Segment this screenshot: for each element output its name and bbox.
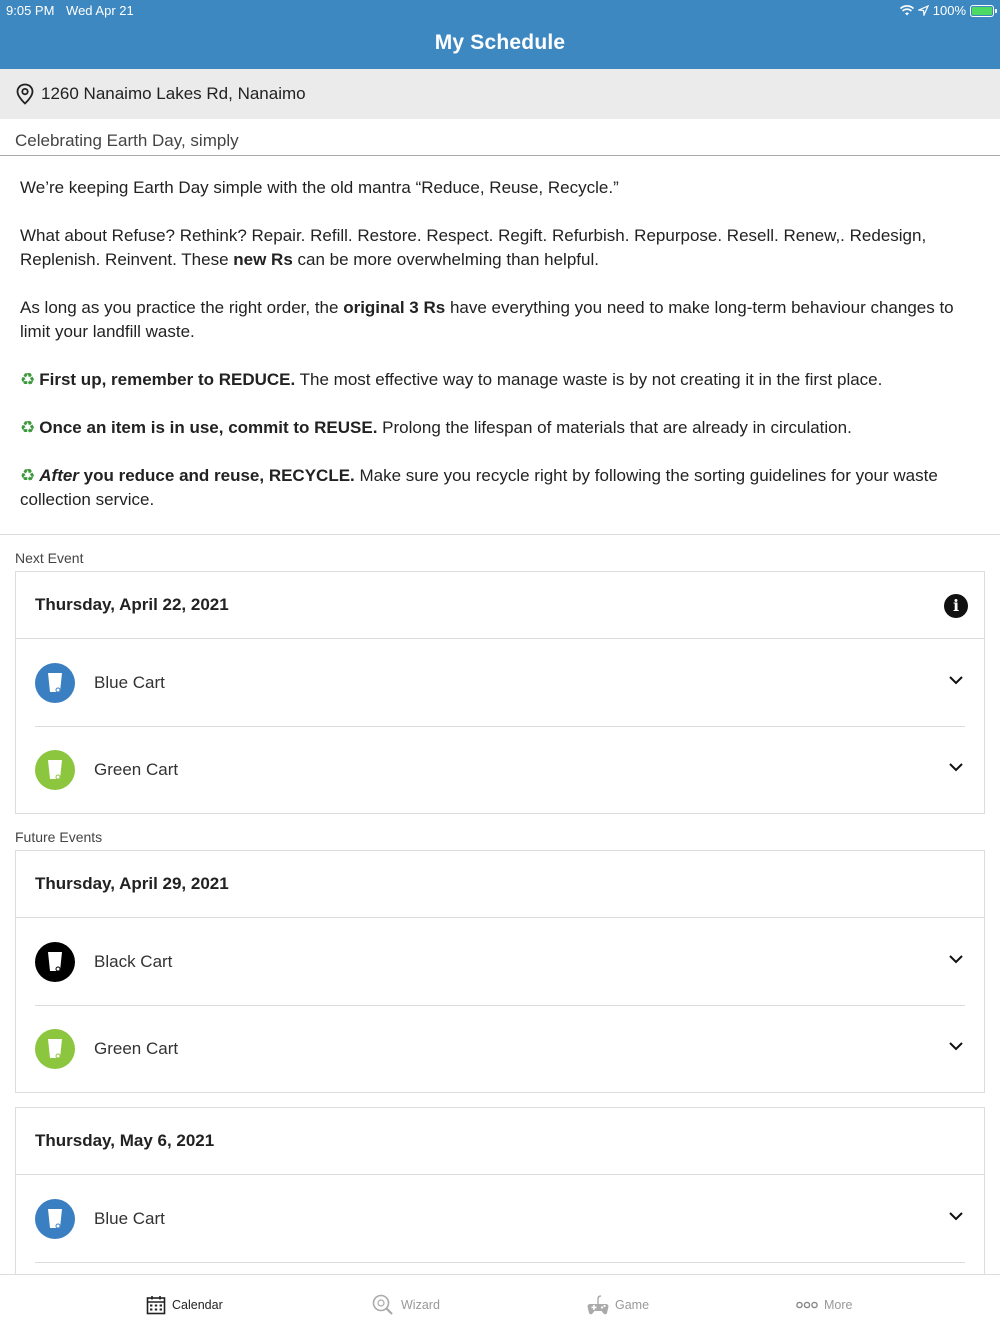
event-card [15, 850, 985, 1093]
battery-percent: 100% [932, 3, 966, 18]
wifi-icon [900, 5, 914, 16]
next-event-label: Next Event [15, 550, 84, 566]
cart-row-blue[interactable] [16, 1175, 984, 1262]
event-date: Thursday, April 29, 2021 [16, 851, 984, 918]
green-cart-icon [35, 1029, 75, 1069]
tab-label: Calendar [172, 1298, 223, 1312]
tab-label: Game [615, 1298, 650, 1312]
calendar-icon [146, 1295, 166, 1315]
chevron-down-icon[interactable] [948, 1211, 964, 1221]
future-events-label: Future Events [15, 829, 103, 845]
tab-wizard[interactable] [371, 1275, 440, 1334]
article-paragraph: We’re keeping Earth Day simple with the old mantra “Reduce, Reuse, Recycle.” [20, 178, 619, 197]
status-time: 9:05 PM [6, 3, 55, 18]
cart-row-black[interactable] [16, 918, 984, 1005]
news-title: Celebrating Earth Day, simply [15, 131, 239, 150]
more-dots-icon [796, 1301, 818, 1309]
article-paragraph: ♻ Once an item is in use, commit to REUSE. Prolong the lifespan of materials that are already in circulation. [20, 418, 852, 437]
cart-row-green[interactable] [16, 1005, 984, 1092]
cart-name: Green Cart [94, 759, 179, 779]
cart-name: Black Cart [94, 951, 173, 971]
cart-name: Blue Cart [94, 672, 165, 692]
recycle-icon: ♻ [20, 418, 36, 437]
app-header [0, 0, 1000, 69]
chevron-down-icon[interactable] [948, 954, 964, 964]
blue-cart-icon [35, 1199, 75, 1239]
green-cart-icon [35, 750, 75, 790]
chevron-down-icon[interactable] [948, 762, 964, 772]
blue-cart-icon [35, 663, 75, 703]
cart-name: Green Cart [94, 1038, 179, 1058]
tab-game[interactable] [587, 1275, 649, 1334]
location-arrow-icon [918, 5, 929, 16]
event-date: Thursday, May 6, 2021 [16, 1108, 984, 1175]
tab-label: Wizard [401, 1298, 440, 1312]
address-text: 1260 Nanaimo Lakes Rd, Nanaimo [41, 84, 306, 103]
recycle-icon: ♻ [20, 466, 36, 485]
tab-more[interactable] [796, 1275, 852, 1334]
wizard-search-icon [371, 1294, 395, 1316]
article-paragraph: ♻ After you reduce and reuse, RECYCLE. Make sure you recycle right by following the sorting guidelines for your waste collection service. [20, 466, 938, 509]
cart-row-blue[interactable] [16, 639, 984, 726]
event-date: Thursday, April 22, 2021 i [16, 572, 984, 639]
battery-icon [970, 5, 994, 17]
article-paragraph: ♻ First up, remember to REDUCE. The most effective way to manage waste is by not creating it in the first place. [20, 370, 883, 389]
divider [0, 534, 1000, 535]
event-card [15, 1107, 985, 1275]
status-date: Wed Apr 21 [66, 3, 134, 18]
news-article [20, 176, 980, 536]
location-pin-icon [15, 83, 35, 105]
black-cart-icon [35, 942, 75, 982]
cart-name: Blue Cart [94, 1208, 165, 1228]
article-paragraph: As long as you practice the right order, the original 3 Rs have everything you need to make long-term behaviour changes to limit your landfill waste. [20, 298, 954, 341]
event-card [15, 571, 985, 814]
cart-row-green[interactable] [16, 726, 984, 813]
chevron-down-icon[interactable] [948, 1041, 964, 1051]
address-bar[interactable] [0, 69, 1000, 119]
page-title: My Schedule [434, 31, 566, 54]
info-icon[interactable]: i [944, 594, 968, 618]
tab-label: More [824, 1298, 853, 1312]
chevron-down-icon[interactable] [948, 675, 964, 685]
tab-bar [0, 1274, 1000, 1334]
game-controller-icon [587, 1294, 609, 1316]
recycle-icon: ♻ [20, 370, 36, 389]
status-bar [6, 3, 994, 19]
divider [35, 1262, 965, 1263]
tab-calendar[interactable] [146, 1275, 223, 1334]
divider [0, 155, 1000, 156]
article-paragraph: What about Refuse? Rethink? Repair. Refill. Restore. Respect. Regift. Refurbish. Repurpose. Resell. Renew,. Redesign, Replenish. Reinvent. These new Rs can be more overwhelming than helpful. [20, 226, 927, 269]
